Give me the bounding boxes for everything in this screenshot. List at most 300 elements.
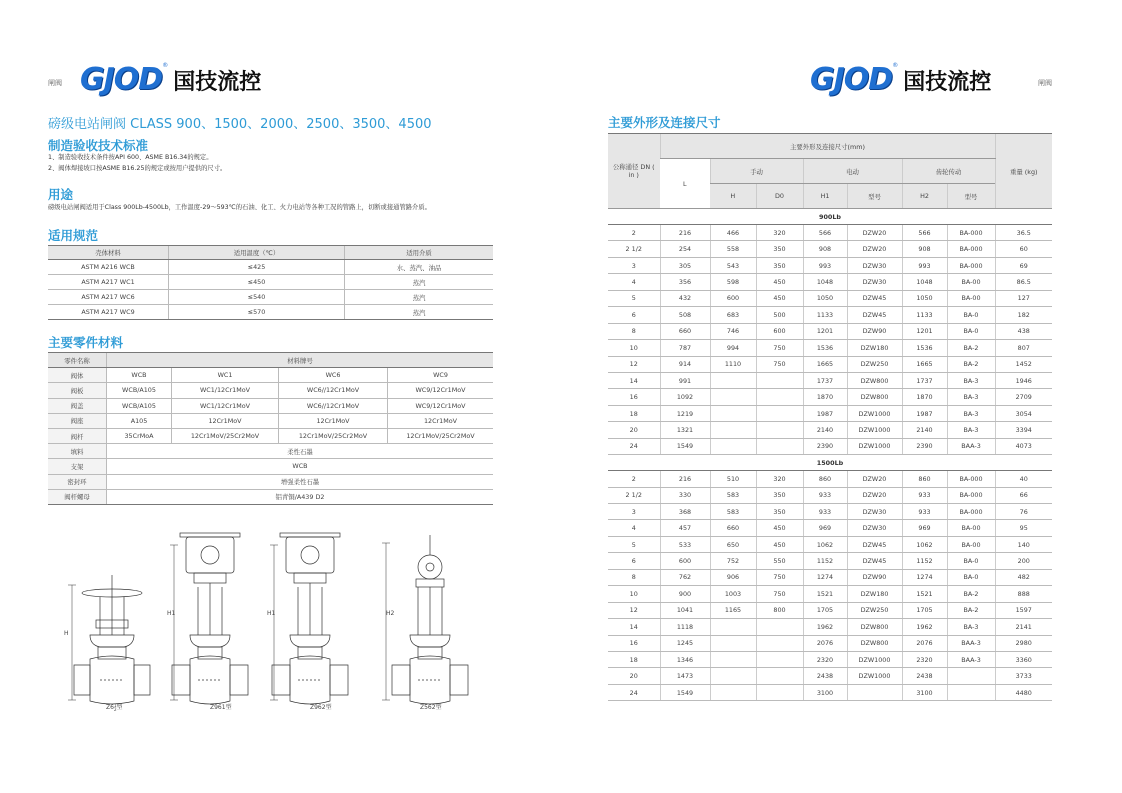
table-cell: 1705 [803,602,847,618]
table-cell: 12Cr1MoV/25Cr2MoV [279,428,388,443]
dn-cell: 24 [608,438,660,454]
table-cell: 2438 [902,668,947,684]
standard-heading: 制造验收技术标准 [48,138,149,153]
brand-logo-right [810,62,991,97]
table-cell: 508 [660,307,710,323]
table-cell: DZW180 [847,340,902,356]
drawing-dim-h1-a: H1 [167,610,176,617]
table-row [48,260,493,275]
table-cell: 2140 [902,422,947,438]
table-row [608,668,1052,684]
table-cell: 182 [995,307,1052,323]
table-cell: DZW45 [847,307,902,323]
table-row [608,520,1052,536]
valve-drawing-electric-2 [270,533,348,704]
col-manual: 手动 [710,159,803,184]
table-cell: 860 [803,471,847,487]
drawing-label-text: Z962 [310,704,326,711]
drawing-label-z961 [210,702,232,711]
table-cell: 432 [660,290,710,306]
table-cell: 752 [710,553,756,569]
table-cell: BA-0 [947,307,995,323]
table-cell: 蒸汽 [345,275,494,290]
table-cell: DZW800 [847,635,902,651]
table-cell: DZW800 [847,372,902,388]
usage-heading: 用途 [48,187,74,202]
table-cell: 3394 [995,422,1052,438]
table-cell: 450 [756,290,803,306]
table-cell: 320 [756,225,803,241]
table-row [48,474,493,489]
table-cell: 933 [902,487,947,503]
table-cell: BA-0 [947,569,995,585]
col-electric: 电动 [803,159,902,184]
drawing-label-text: Z6 [106,704,114,711]
table-row [608,340,1052,356]
table-cell: 991 [660,372,710,388]
table-cell: ASTM A216 WCB [48,260,169,275]
table-cell: 1118 [660,619,710,635]
page-tag-right: 闸阀 [1038,79,1052,87]
table-cell: 1152 [902,553,947,569]
valve-drawing-bevel-gear [382,535,468,704]
table-cell: 1549 [660,684,710,700]
table-cell: 1133 [803,307,847,323]
table-cell: BA-000 [947,487,995,503]
table-row [608,290,1052,306]
table-cell: DZW90 [847,323,902,339]
logo-chinese-name: 国技流控 [173,70,262,95]
table-row [48,275,493,290]
table-cell: 1219 [660,405,710,421]
table-cell: DZW30 [847,257,902,273]
table-cell: 482 [995,569,1052,585]
table-cell: 350 [756,504,803,520]
table-cell: 750 [756,340,803,356]
logo-text: GJOD [810,62,893,97]
table-cell [710,684,756,700]
table-cell: 600 [710,290,756,306]
table-cell [947,684,995,700]
table-cell: 1274 [803,569,847,585]
table-row [608,651,1052,667]
table-cell: WC9/12Cr1MoV [388,398,494,413]
table-cell: 1536 [803,340,847,356]
table-cell: 127 [995,290,1052,306]
valve-drawing-manual [68,575,150,704]
col-h2: H2 [902,184,947,209]
table-cell: 566 [902,225,947,241]
table-cell: 阀体 [48,368,107,383]
table-row [48,368,493,383]
logo-chinese-name: 国技流控 [903,70,992,95]
table-row [48,413,493,428]
drawing-label-sup: 1 [113,702,117,708]
table-cell: BA-3 [947,405,995,421]
table-cell: 533 [660,536,710,552]
table-cell: 1274 [902,569,947,585]
table-cell [756,635,803,651]
table-cell: 35CrMoA [107,428,172,443]
table-cell: BA-2 [947,356,995,372]
table-row [608,487,1052,503]
table-cell: DZW45 [847,290,902,306]
table-cell: 4480 [995,684,1052,700]
table-cell: 2390 [902,438,947,454]
table-cell [710,438,756,454]
table-row [608,504,1052,520]
table-cell: 600 [756,323,803,339]
table-cell: BAA-3 [947,438,995,454]
table-cell: 1473 [660,668,710,684]
table-cell: BAA-3 [947,635,995,651]
table-cell: 320 [756,471,803,487]
table-cell: 305 [660,257,710,273]
table-cell: 558 [710,241,756,257]
table-cell: DZW1000 [847,651,902,667]
table-cell: ≤450 [169,275,345,290]
table-cell: 增强柔性石墨 [107,474,494,489]
table-cell: DZW45 [847,553,902,569]
table-cell: 1062 [803,536,847,552]
dn-cell: 2 [608,471,660,487]
drawing-label-suffix: 型 [435,704,442,711]
table-row [608,257,1052,273]
table-cell: ≤570 [169,305,345,320]
table-cell: 660 [660,323,710,339]
table-cell: 216 [660,225,710,241]
table-cell: 1665 [803,356,847,372]
table-cell: 12Cr1MoV [279,413,388,428]
spec-col-temp: 适用温度（℃） [169,246,345,260]
table-cell: 1062 [902,536,947,552]
table-cell: 566 [803,225,847,241]
class-900-rows [608,225,1052,455]
table-cell: ASTM A217 WC6 [48,290,169,305]
table-cell: 1321 [660,422,710,438]
table-cell: 40 [995,471,1052,487]
table-cell [756,422,803,438]
col-h1: H1 [803,184,847,209]
table-cell: 543 [710,257,756,273]
table-cell: 500 [756,307,803,323]
table-row [608,553,1052,569]
table-cell: DZW45 [847,536,902,552]
table-row [608,471,1052,487]
table-cell: DZW250 [847,602,902,618]
table-cell: 1962 [803,619,847,635]
drawing-label-z6 [106,702,123,712]
table-cell: 450 [756,520,803,536]
table-cell: 994 [710,340,756,356]
spec-col-material: 壳体材料 [48,246,169,260]
table-cell: 510 [710,471,756,487]
table-row [48,489,493,504]
table-cell: BA-000 [947,225,995,241]
table-cell [710,372,756,388]
table-row [48,305,493,320]
table-cell: 254 [660,241,710,257]
table-cell: BA-3 [947,619,995,635]
table-cell: DZW1000 [847,668,902,684]
table-row [608,536,1052,552]
col-l: L [660,159,710,209]
class-1500-label: 1500Lb [608,455,1052,471]
table-row [608,372,1052,388]
table-cell: 3100 [902,684,947,700]
table-row [608,323,1052,339]
table-cell: 3360 [995,651,1052,667]
table-cell: 330 [660,487,710,503]
table-cell: DZW20 [847,471,902,487]
table-cell: WC6//12Cr1MoV [279,398,388,413]
table-cell: 铝青铜/A439 D2 [107,489,494,504]
table-cell: BA-2 [947,602,995,618]
table-cell: 1201 [803,323,847,339]
table-cell: DZW30 [847,520,902,536]
table-cell: 933 [902,504,947,520]
dn-cell: 4 [608,274,660,290]
dn-cell: 16 [608,389,660,405]
table-cell: DZW90 [847,569,902,585]
dn-cell: 5 [608,536,660,552]
table-cell: DZW20 [847,241,902,257]
dn-cell: 20 [608,422,660,438]
table-cell: 2076 [902,635,947,651]
table-cell: DZW180 [847,586,902,602]
table-cell: A105 [107,413,172,428]
table-cell: 900 [660,586,710,602]
table-row [608,586,1052,602]
table-cell: 993 [803,257,847,273]
table-cell: 阀盖 [48,398,107,413]
dn-cell: 18 [608,405,660,421]
table-cell: 1245 [660,635,710,651]
usage-text: 磅级电站闸阀适用于Class 900Lb-4500Lb，工作温度-29～593℃的石油、化工、火力电站等各种工况的管路上，切断或接通管路介质。 [48,204,431,211]
table-cell: DZW20 [847,487,902,503]
table-cell: 1987 [902,405,947,421]
table-cell: 1870 [803,389,847,405]
table-cell: 660 [710,520,756,536]
dn-cell: 3 [608,257,660,273]
table-cell [710,668,756,684]
table-cell: 1048 [902,274,947,290]
table-cell: 1110 [710,356,756,372]
table-cell: 蒸汽 [345,305,494,320]
table-cell: 908 [902,241,947,257]
table-cell: 1092 [660,389,710,405]
table-cell: 69 [995,257,1052,273]
table-cell: 350 [756,487,803,503]
table-cell: 750 [756,586,803,602]
table-cell: BA-0 [947,553,995,569]
table-row [608,438,1052,454]
standard-line-1: 1、制造验收技术条件按API 600、ASME B16.34的规定。 [48,154,213,161]
table-cell [947,668,995,684]
table-cell: BA-2 [947,340,995,356]
table-cell: 2390 [803,438,847,454]
table-row [48,428,493,443]
table-row [608,684,1052,700]
table-cell: WC1/12Cr1MoV [172,398,279,413]
table-cell: 3054 [995,405,1052,421]
table-cell: WC6//12Cr1MoV [279,383,388,398]
dn-cell: 6 [608,553,660,569]
table-cell: 450 [756,536,803,552]
drawing-label-z962 [310,702,332,711]
table-cell: 1346 [660,651,710,667]
table-cell: 1946 [995,372,1052,388]
table-cell [710,422,756,438]
table-cell: 969 [902,520,947,536]
table-row [48,383,493,398]
parts-table [48,352,493,505]
table-cell: DZW250 [847,356,902,372]
table-cell: 1987 [803,405,847,421]
table-cell: 12Cr1MoV [388,413,494,428]
table-cell: 750 [756,356,803,372]
table-cell: DZW1000 [847,422,902,438]
dn-cell: 8 [608,569,660,585]
table-cell: 583 [710,487,756,503]
standard-line-2: 2、阀体焊接坡口按ASME B16.25的规定或按用户提供的尺寸。 [48,165,227,172]
page-tag-left: 闸阀 [48,79,62,87]
table-cell: 1048 [803,274,847,290]
table-cell: 1050 [902,290,947,306]
table-cell: 933 [803,504,847,520]
table-cell: 1133 [902,307,947,323]
table-cell: 水、蒸汽、油品 [345,260,494,275]
table-row [608,307,1052,323]
dn-cell: 12 [608,602,660,618]
table-cell: 860 [902,471,947,487]
table-cell: 933 [803,487,847,503]
table-cell: 1870 [902,389,947,405]
drawing-dim-h2: H2 [386,610,395,617]
table-row [608,356,1052,372]
table-cell: 1152 [803,553,847,569]
table-cell: 1665 [902,356,947,372]
table-cell: 550 [756,553,803,569]
dn-cell: 10 [608,340,660,356]
table-cell: ≤425 [169,260,345,275]
table-cell: 1521 [902,586,947,602]
table-cell: 阀杆螺母 [48,489,107,504]
table-cell: 1521 [803,586,847,602]
table-row [608,225,1052,241]
table-cell: WCB/A105 [107,398,172,413]
drawing-dim-h1-b: H1 [267,610,276,617]
table-cell: 807 [995,340,1052,356]
class-900-label: 900Lb [608,209,1052,225]
dn-cell: 16 [608,635,660,651]
table-cell: BAA-3 [947,651,995,667]
table-cell: 2320 [902,651,947,667]
table-cell: 650 [710,536,756,552]
dn-cell: 4 [608,520,660,536]
dn-cell: 14 [608,619,660,635]
table-cell: BA-00 [947,536,995,552]
table-cell: 60 [995,241,1052,257]
table-cell: BA-000 [947,257,995,273]
spec-heading: 适用规范 [48,228,99,243]
table-cell [756,438,803,454]
table-cell: 95 [995,520,1052,536]
spec-table [48,245,493,320]
table-cell: WC9 [388,368,494,383]
table-cell: 457 [660,520,710,536]
table-cell: 2141 [995,619,1052,635]
table-cell: BA-00 [947,290,995,306]
table-cell: 36.5 [995,225,1052,241]
table-cell: 1737 [902,372,947,388]
table-cell: 柔性石墨 [107,444,494,459]
table-cell: 1597 [995,602,1052,618]
table-cell: 86.5 [995,274,1052,290]
table-cell: 1041 [660,602,710,618]
table-row [48,290,493,305]
table-cell: 216 [660,471,710,487]
table-cell: WCB/A105 [107,383,172,398]
table-cell: 阀板 [48,383,107,398]
table-cell: 908 [803,241,847,257]
table-cell: WC1 [172,368,279,383]
table-cell: BA-000 [947,504,995,520]
table-cell: 356 [660,274,710,290]
parts-col-part: 零件名称 [48,353,107,368]
dn-cell: 2 1/2 [608,487,660,503]
dn-cell: 24 [608,684,660,700]
dn-cell: 6 [608,307,660,323]
table-cell: 2980 [995,635,1052,651]
table-cell [756,684,803,700]
table-cell [847,684,902,700]
table-cell: 3100 [803,684,847,700]
col-dn: 公称通径 DN ( in ) [608,134,660,209]
table-cell: 969 [803,520,847,536]
dn-cell: 8 [608,323,660,339]
table-cell: 598 [710,274,756,290]
table-cell: BA-000 [947,241,995,257]
class-1500-rows [608,471,1052,701]
drawing-label-sub: 2 [113,706,117,712]
table-cell: 阀杆 [48,428,107,443]
drawing-label-text: Z562 [420,704,436,711]
table-cell: 2140 [803,422,847,438]
table-cell: 阀座 [48,413,107,428]
table-cell: 583 [710,504,756,520]
col-weight: 重量 (kg) [995,134,1052,209]
dn-cell: 5 [608,290,660,306]
table-row [608,569,1052,585]
logo-registered-mark: ® [892,62,899,69]
table-cell: 438 [995,323,1052,339]
table-cell: 683 [710,307,756,323]
dn-cell: 20 [608,668,660,684]
table-cell: 800 [756,602,803,618]
table-cell: 368 [660,504,710,520]
table-cell: 填料 [48,444,107,459]
table-cell [710,619,756,635]
drawing-label-suffix: 型 [116,704,123,711]
table-row [608,241,1052,257]
dimension-table [608,133,1052,701]
spec-col-medium: 适用介质 [345,246,494,260]
dn-cell: 12 [608,356,660,372]
table-row [608,405,1052,421]
table-cell: 1003 [710,586,756,602]
col-model-bevel: 型号 [947,184,995,209]
